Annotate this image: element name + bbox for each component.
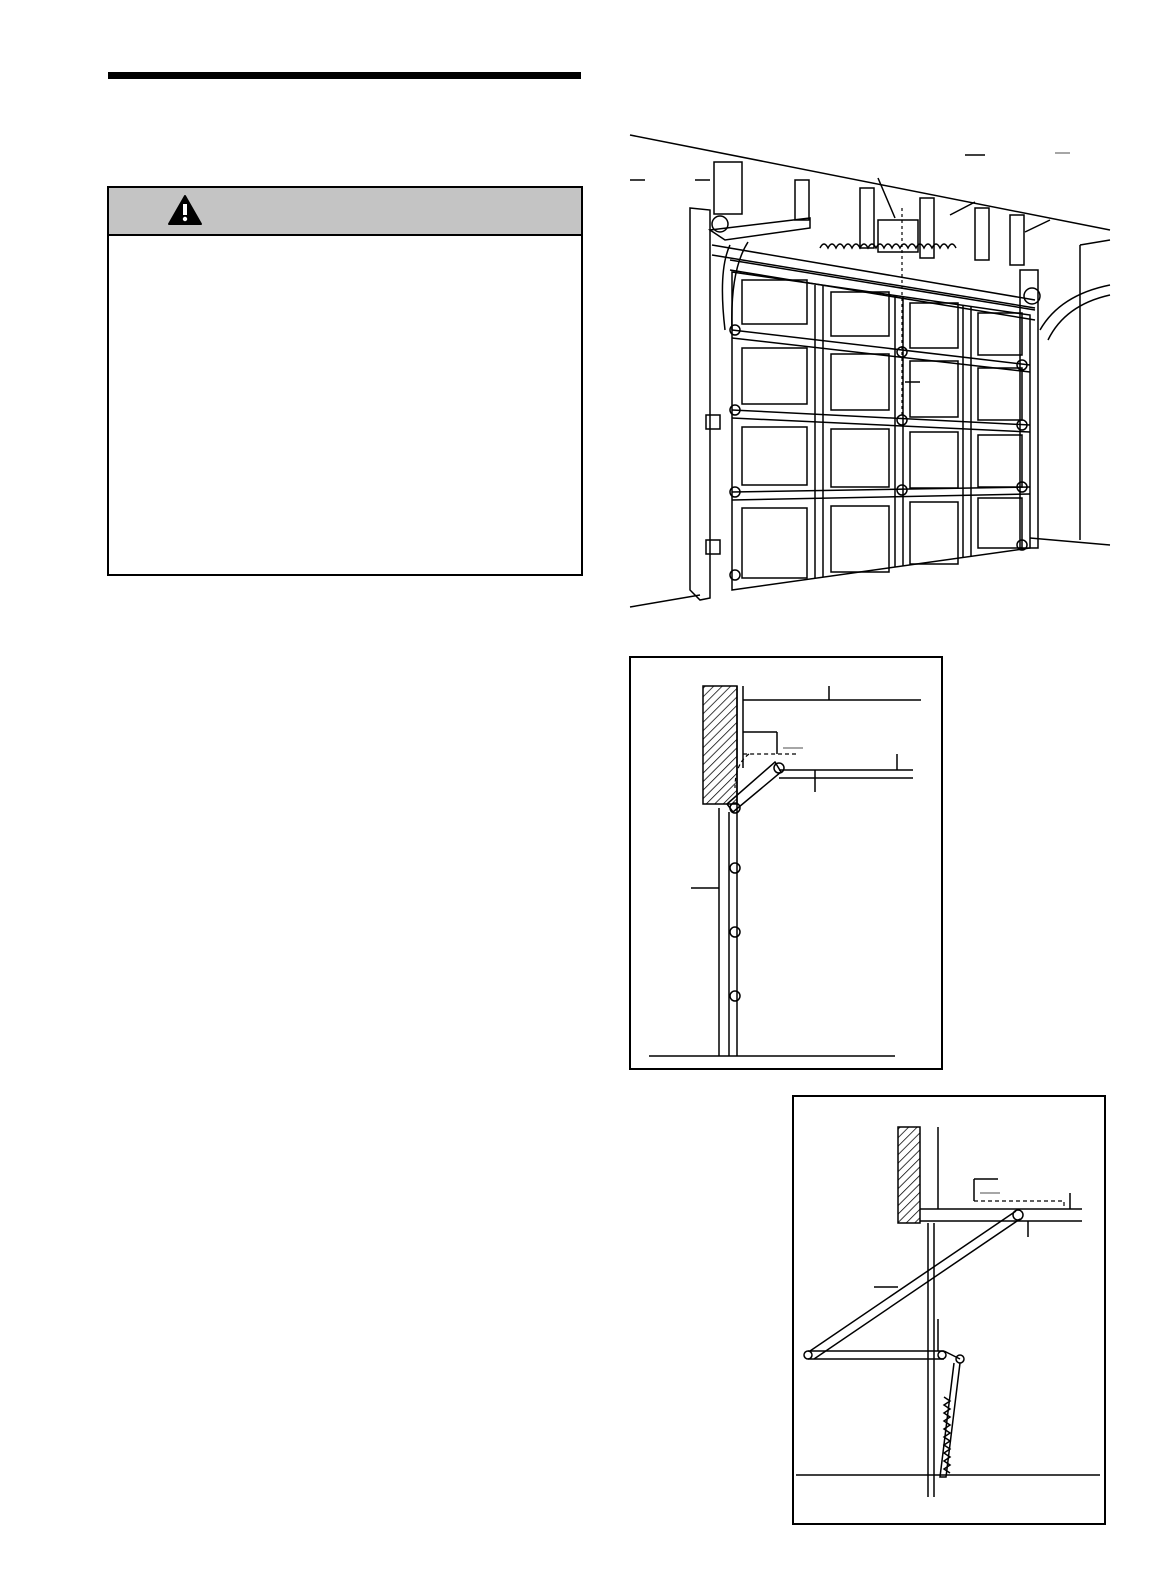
door-profile-illustration bbox=[631, 658, 941, 1068]
warning-header-bar bbox=[109, 188, 581, 236]
warning-box bbox=[107, 186, 583, 576]
warning-body bbox=[109, 236, 581, 574]
garage-door-figure bbox=[620, 120, 1120, 620]
side-view-figure-2 bbox=[792, 1095, 1106, 1525]
sectional-door-illustration bbox=[620, 120, 1120, 620]
warning-triangle-icon bbox=[167, 194, 203, 226]
side-view-figure-1 bbox=[629, 656, 943, 1070]
section-heading-rule bbox=[108, 72, 581, 79]
door-arm-profile-illustration bbox=[794, 1097, 1104, 1523]
